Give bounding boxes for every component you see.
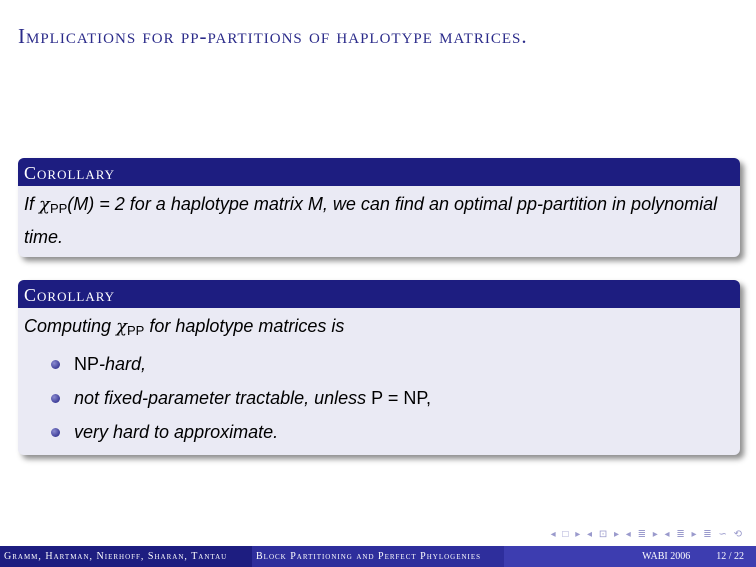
footer-talk-title: Block Partitioning and Perfect Phylogenies: [252, 546, 504, 567]
slide-title: Implications for pp-partitions of haplotype matrices.: [18, 24, 528, 48]
corollary-heading-2: Corollary: [18, 280, 740, 308]
corollary2-intro-b: for haplotype matrices is: [149, 316, 345, 336]
footer-page-number: 12 / 22: [716, 551, 744, 562]
corollary-body-1: [18, 186, 740, 257]
corollary-list: [24, 347, 734, 449]
list-item: [46, 381, 734, 415]
corollary1-expression: (M) = 2 for a haplotype matrix M, we can find an optimal pp-partition in polynomial time.: [24, 194, 718, 247]
corollary-heading-1: Corollary: [18, 158, 740, 186]
corollary1-prefix: If: [24, 194, 35, 214]
item-italic: very hard to approximate.: [74, 422, 279, 442]
item-italic: -hard,: [99, 354, 147, 374]
item-plain: NP: [74, 354, 100, 374]
corollary2-intro-a: Computing: [24, 316, 112, 336]
chi-symbol: χ: [39, 194, 50, 215]
list-item: [46, 347, 734, 381]
bullet-icon: [51, 360, 60, 369]
corollary-block-1: [18, 158, 740, 257]
footer-bar: [0, 546, 756, 567]
chi-subscript: PP: [126, 323, 145, 338]
footer-right: [504, 546, 756, 567]
beamer-navigation-icons[interactable]: ◂ □ ▸ ◂ ⊡ ▸ ◂ ≣ ▸ ◂ ≣ ▸ ≣ ∽ ⟲: [550, 529, 744, 540]
bullet-icon: [51, 394, 60, 403]
footer-authors: Gramm, Hartman, Nierhoff, Sharan, Tantau: [0, 546, 252, 567]
chi-symbol: χ: [116, 316, 127, 337]
item-plain: P = NP,: [371, 388, 432, 408]
footer-venue: WABI 2006: [642, 551, 691, 562]
item-italic: not fixed-parameter tractable, unless: [74, 388, 367, 408]
corollary-body-2: [18, 308, 740, 455]
corollary-block-2: [18, 280, 740, 455]
list-item: [46, 415, 734, 449]
bullet-icon: [51, 428, 60, 437]
chi-subscript: PP: [49, 201, 68, 216]
